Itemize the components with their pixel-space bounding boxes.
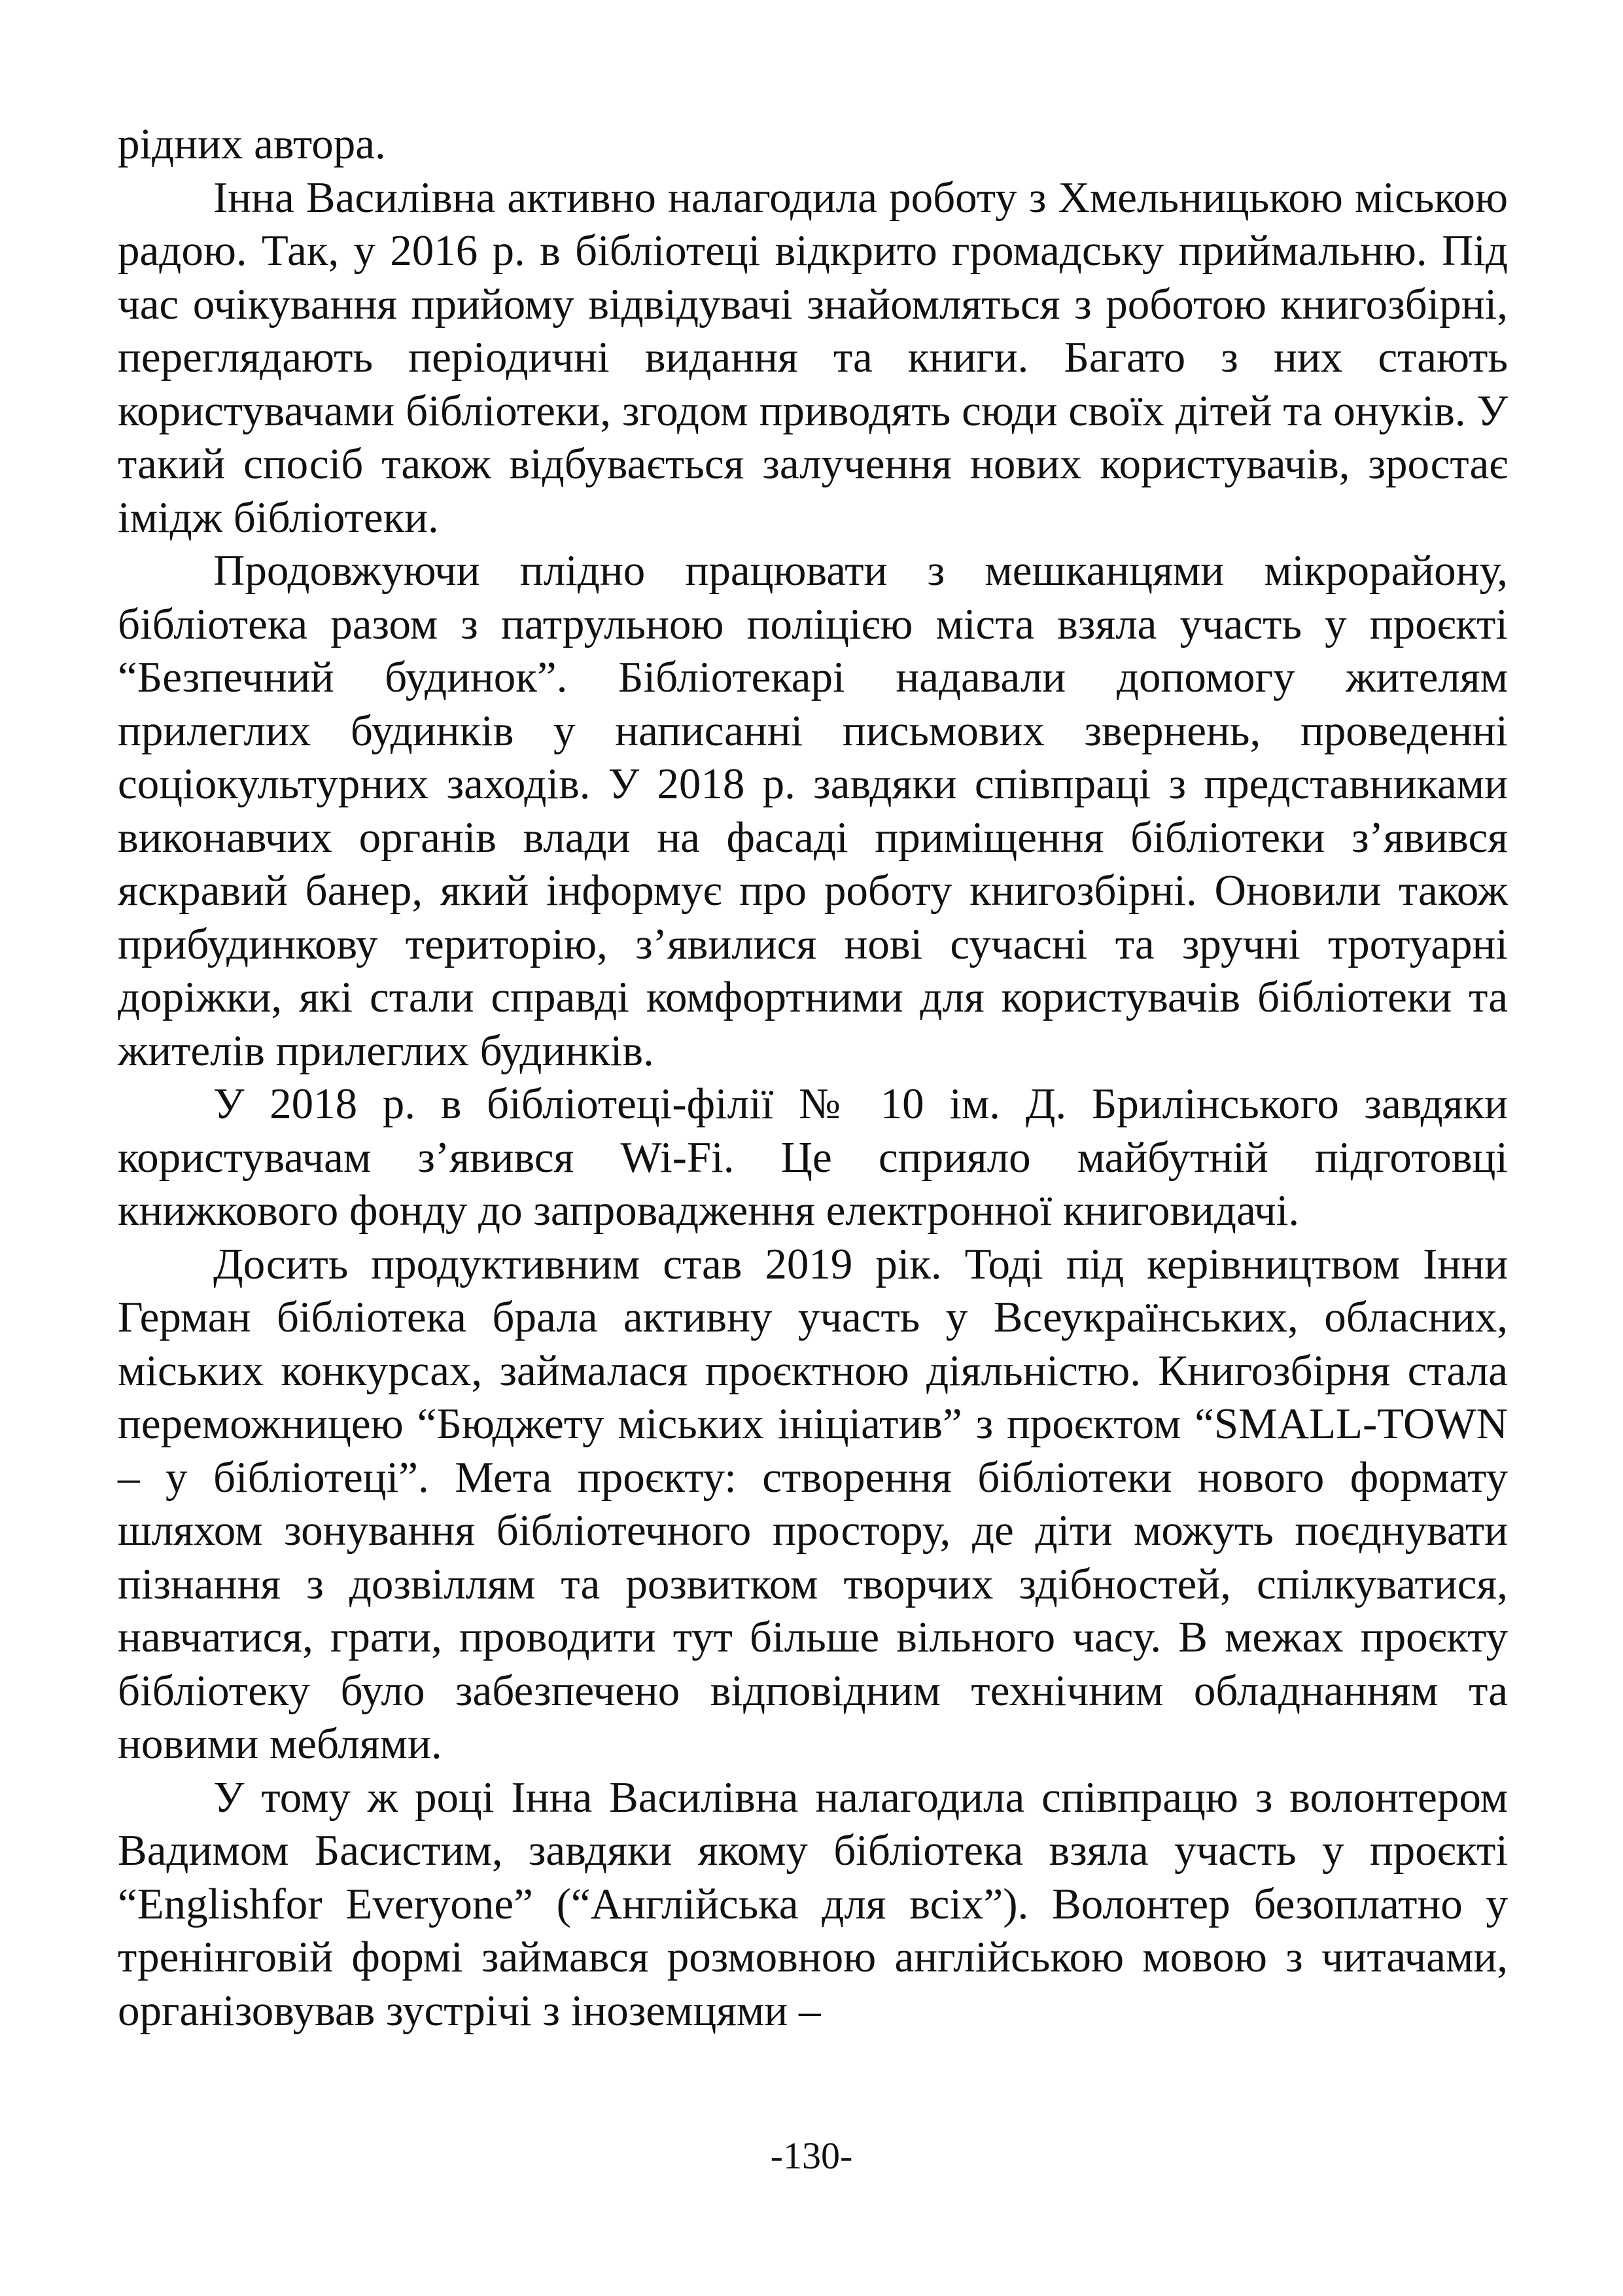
paragraph-continuation: рідних автора. [118, 120, 386, 168]
paragraph-wifi: У 2018 р. в бібліотеці-філії № 10 ім. Д. Брилінського завдяки користувачам з’явився Wi-Fi. Це сприяло майбутній підготовці книжкового фонду до запровадження електронної книговидачі. [118, 1080, 1508, 1235]
paragraph-city-council: Інна Василівна активно налагодила роботу з Хмельницькою міською радою. Так, у 2016 р. в бібліотеці відкрито громадську приймальню. Під час очікування прийому відвідувачі знайомляться з роботою книгозбірні, переглядають періодичні видання та книги. Багато з них стають користувачами бібліотеки, згодом приводять сюди своїх дітей та онуків. У такий спосіб також відбувається залучення нових користувачів, зростає імідж бібліотеки. [118, 173, 1508, 542]
paragraph-2019-projects: Досить продуктивним став 2019 рік. Тоді під керівництвом Інни Герман бібліотека брала активну участь у Всеукраїнських, обласних, міських конкурсах, займалася проєктною діяльністю. Книгозбірня стала переможницею “Бюджету міських ініціатив” з проєктом “SMALL-TOWN – у бібліотеці”. Мета проєкту: створення бібліотеки нового формату шляхом зонування бібліотечного простору, де діти можуть поєднувати пізнання з дозвіллям та розвитком творчих здібностей, спілкуватися, навчатися, грати, проводити тут більше вільного часу. В межах проєкту бібліотеку було забезпечено відповідним технічним обладнанням та новими меблями. [118, 1239, 1508, 1768]
page-body [118, 118, 1508, 2038]
page-number: -130- [770, 2134, 853, 2177]
paragraph-safe-house-project: Продовжуючи плідно працювати з мешканцями мікрорайону, бібліотека разом з патрульною поліцією міста взяла участь у проєкті “Безпечний будинок”. Бібліотекарі надавали допомогу жителям прилеглих будинків у написанні письмових звернень, проведенні соціокультурних заходів. У 2018 р. завдяки співпраці з представниками виконавчих органів влади на фасаді приміщення бібліотеки з’явився яскравий банер, який інформує про роботу книгозбірні. Оновили також прибудинкову територію, з’явилися нові сучасні та зручні тротуарні доріжки, які стали справді комфортними для користувачів бібліотеки та жителів прилеглих будинків. [118, 546, 1508, 1075]
paragraph-english-for-everyone: У тому ж році Інна Василівна налагодила співпрацю з волонтером Вадимом Басистим, завдяки якому бібліотека взяла участь у проєкті “Englishfor Everyone” (“Англійська для всіх”). Волонтер безоплатно у тренінговій формі займався розмовною англійською мовою з читачами, організовував зустрічі з іноземцями – [118, 1773, 1508, 2035]
